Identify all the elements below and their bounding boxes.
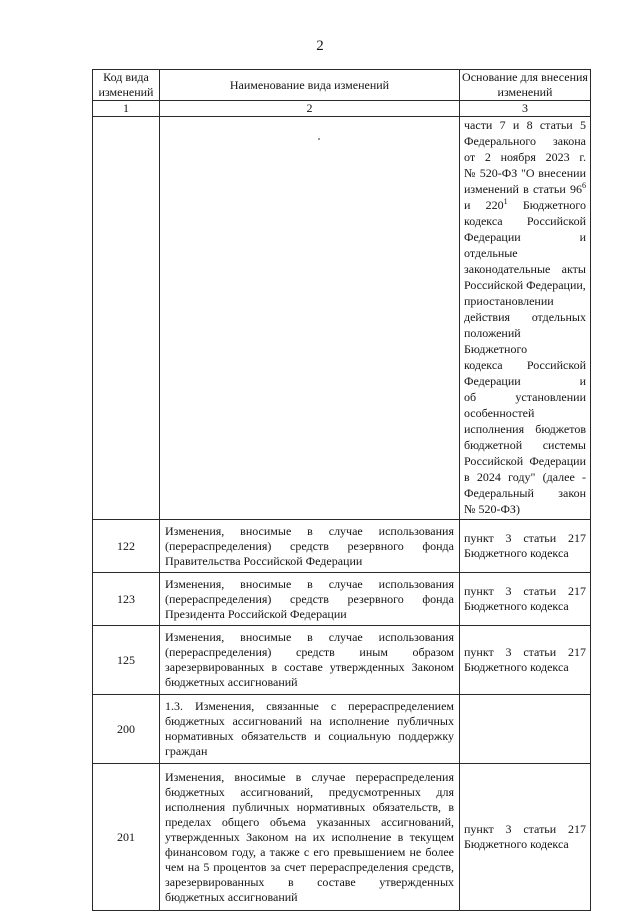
- name-cell: Изменения, вносимые в случае перераспределения бюджетных ассигнований, предусмотренных для исполнения публичных нормативных обязательств, в пределах общего объема указанных ассигнований, утвержденных Законом на их исполнение в текущем финансовом году, а также с его превышением не более чем на 5 процентов за счет перераспределения средств, зарезервированных в составе утвержденных бюджетных ассигнований: [160, 764, 460, 911]
- name-cell: Изменения, вносимые в случае использования (перераспределения) средств иным образом зарезервированных в составе утвержденных Законом бюджетных ассигнований: [160, 626, 460, 695]
- header-basis: Основание для внесения изменений: [460, 70, 591, 101]
- basis-line: Российской Федерации: [464, 454, 586, 468]
- name-cell: Изменения, вносимые в случае использования (перераспределения) средств резервного фонда Президента Российской Федерации: [160, 573, 460, 626]
- basis-line: кодекса Российской: [464, 358, 586, 372]
- column-number-row: [93, 101, 591, 117]
- basis-line-text: и 220: [464, 198, 504, 212]
- basis-line: кодекса Российской: [464, 214, 586, 228]
- basis-line-text: изменений в статьи 96: [464, 182, 582, 196]
- table-row: [93, 695, 591, 764]
- table-row-continuation: [93, 117, 591, 520]
- basis-cell: пункт 3 статьи 217 Бюджетного кодекса: [460, 626, 591, 695]
- basis-line: об установлении: [464, 390, 586, 404]
- code-cell: [93, 117, 160, 520]
- table-row: [93, 626, 591, 695]
- code-cell: 125: [93, 626, 160, 695]
- basis-cell-continuation: [460, 117, 591, 520]
- page-number: 2: [316, 38, 324, 54]
- basis-line: особенностей: [464, 406, 535, 420]
- code-cell: 200: [93, 695, 160, 764]
- basis-cell: пункт 3 статьи 217 Бюджетного кодекса: [460, 764, 591, 911]
- basis-line: исполнения бюджетов: [464, 422, 586, 436]
- column-number: 2: [160, 101, 460, 117]
- code-cell: 122: [93, 520, 160, 573]
- basis-line: Федерального закона: [464, 134, 586, 148]
- basis-line: приостановлении: [464, 294, 554, 308]
- code-cell: 201: [93, 764, 160, 911]
- header-name: Наименование вида изменений: [160, 70, 460, 101]
- basis-line: [464, 197, 586, 213]
- basis-line: Федеральный закон: [464, 486, 586, 500]
- basis-line: положений Бюджетного: [464, 326, 528, 356]
- superscript: 1: [503, 197, 508, 206]
- basis-line-text: Бюджетного: [522, 198, 586, 212]
- basis-line: законодательные акты: [464, 262, 586, 276]
- basis-line: в 2024 году" (далее -: [464, 470, 586, 484]
- basis-line: от 2 ноября 2023 г.: [464, 150, 586, 164]
- basis-line: Российской Федерации,: [464, 278, 586, 292]
- basis-line: части 7 и 8 статьи 5: [464, 118, 586, 132]
- table-header-row: [93, 70, 591, 101]
- table-row: [93, 573, 591, 626]
- name-cell: Изменения, вносимые в случае использования (перераспределения) средств резервного фонда Правительства Российской Федерации: [160, 520, 460, 573]
- basis-cell: пункт 3 статьи 217 Бюджетного кодекса: [460, 573, 591, 626]
- basis-line: [464, 181, 586, 197]
- superscript: 6: [582, 181, 586, 190]
- column-number: 3: [460, 101, 591, 117]
- basis-cell: [460, 695, 591, 764]
- code-cell: 123: [93, 573, 160, 626]
- basis-line: бюджетной системы: [464, 438, 586, 452]
- table-row: [93, 520, 591, 573]
- scan-speck: [318, 138, 320, 140]
- basis-cell: пункт 3 статьи 217 Бюджетного кодекса: [460, 520, 591, 573]
- column-number: 1: [93, 101, 160, 117]
- basis-line: Федерации и: [464, 374, 586, 388]
- basis-line: № 520-ФЗ "О внесении: [464, 166, 586, 180]
- changes-table: [92, 69, 591, 911]
- header-code: Код вида изменений: [93, 70, 160, 101]
- name-cell: [160, 117, 460, 520]
- name-cell: 1.3. Изменения, связанные с перераспределением бюджетных ассигнований на исполнение публичных нормативных обязательств и социальную поддержку граждан: [160, 695, 460, 764]
- basis-line: Федерации и отдельные: [464, 230, 586, 260]
- basis-line: № 520-ФЗ): [464, 502, 520, 516]
- table-row: [93, 764, 591, 911]
- basis-line: действия отдельных: [464, 310, 586, 324]
